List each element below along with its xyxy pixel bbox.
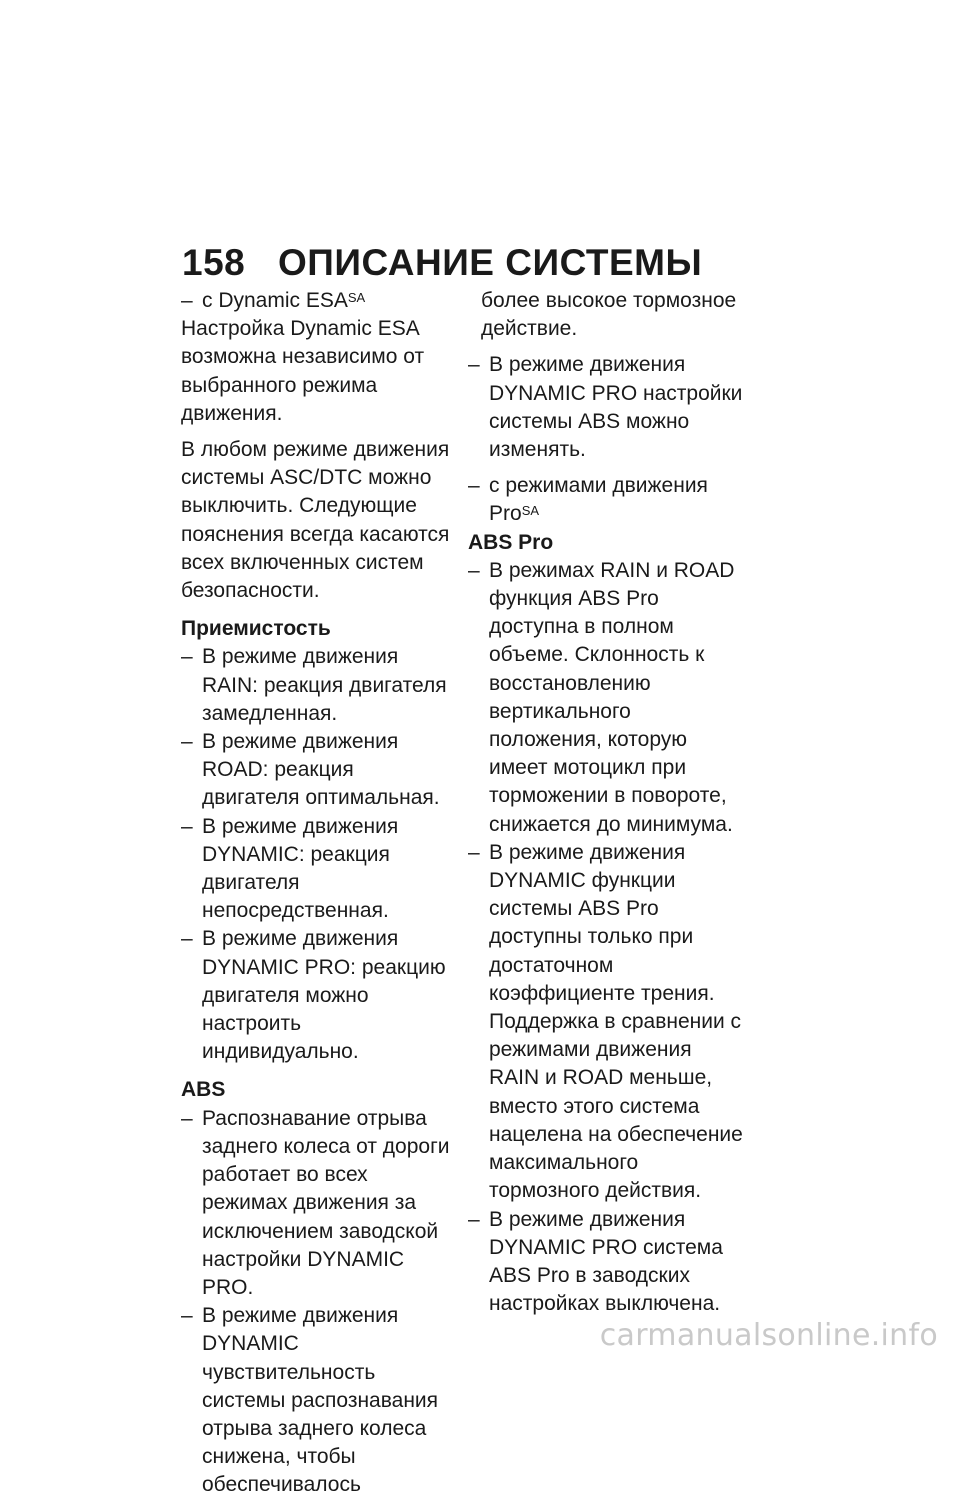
list-item: – В режиме движения DYNAMIC функции системы ABS Pro доступны только при достаточном коэффициенте трения. Поддержка в сравнении с режимами движения RAIN и ROAD меньше, вместо этого система нацелена на обеспечение максимального тормозного действия.: [468, 839, 743, 1206]
list-item: – В режиме движения DYNAMIC PRO настройки системы ABS можно изменять.: [468, 351, 743, 464]
watermark: carmanualsonline.info: [599, 1318, 938, 1353]
heading-abs-pro: ABS Pro: [468, 530, 554, 554]
list-item: – В режиме движения DYNAMIC PRO: реакцию двигателя можно настроить индивидуально.: [181, 925, 456, 1066]
page-title: ОПИСАНИЕ СИСТЕМЫ: [278, 242, 703, 283]
esa-text: Настройка Dynamic ESA возможна независимо от выбранного режима движения.: [181, 317, 425, 425]
abs-list: [181, 1105, 456, 1500]
response-list: [181, 643, 456, 1066]
continued-text: более высокое тормозное действие.: [481, 289, 737, 341]
left-column: [181, 287, 456, 1508]
esa-label: с Dynamic ESA: [202, 289, 348, 312]
page-number: 158: [182, 242, 246, 283]
abs-pro-list: [468, 557, 743, 1318]
right-column: [468, 287, 743, 1326]
esa-condition: [181, 287, 456, 315]
heading-abs: ABS: [181, 1078, 226, 1102]
list-item: – В режиме движения DYNAMIC PRO система ABS Pro в заводских настройках выключена.: [468, 1206, 743, 1319]
list-item: – В режимах RAIN и ROAD функция ABS Pro доступна в полном объеме. Склонность к восстановлению вертикального положения, которую имеет мотоцикл при торможении в повороте, снижается до минимума.: [468, 557, 743, 839]
page-header: [182, 242, 702, 284]
list-item: – В режиме движения RAIN: реакция двигателя замедленная.: [181, 643, 456, 728]
asc-dtc-paragraph: В любом режиме движения системы ASC/DTC можно выключить. Следующие пояснения всегда касаются всех включенных систем безопасности.: [181, 438, 450, 603]
esa-block: [181, 287, 456, 315]
esa-sup: SA: [347, 290, 366, 305]
pro-label: с режимами движения Pro: [489, 474, 708, 526]
list-item: – В режиме движения DYNAMIC: реакция двигателя непосредственная.: [181, 813, 456, 926]
heading-response: Приемистость: [181, 617, 331, 641]
pro-sup: SA: [521, 503, 540, 519]
pro-condition-block: [468, 472, 743, 528]
pro-condition: [468, 472, 743, 528]
list-item: – В режиме движения DYNAMIC чувствительность системы распознавания отрыва заднего колеса снижена, чтобы обеспечивалось: [181, 1302, 456, 1499]
abs-list-continued: [468, 351, 743, 464]
list-item: – Распознавание отрыва заднего колеса от дороги работает во всех режимах движения за исключением заводской настройки DYNAMIC PRO.: [181, 1105, 456, 1302]
list-item: – В режиме движения ROAD: реакция двигателя оптимальная.: [181, 728, 456, 813]
